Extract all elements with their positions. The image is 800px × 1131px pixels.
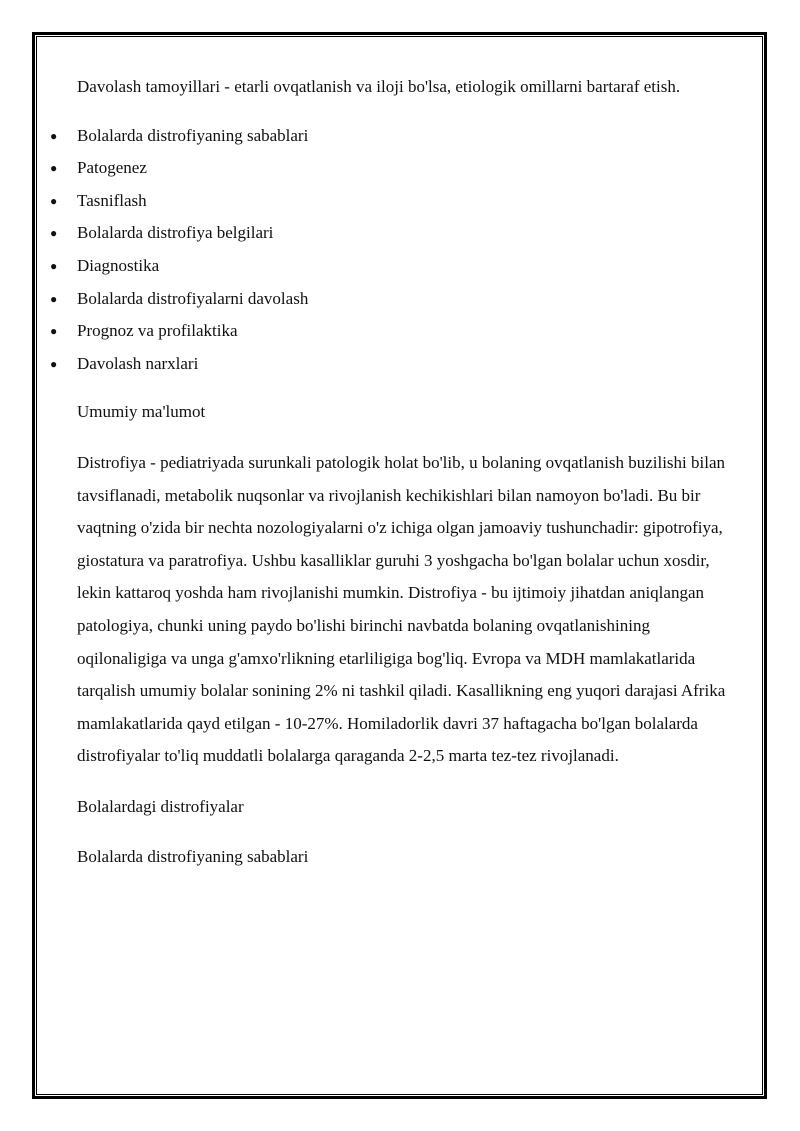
bullet-icon: ●	[50, 193, 58, 208]
toc-item-label: Prognoz va profilaktika	[77, 321, 238, 341]
toc-item[interactable]	[50, 152, 737, 185]
body-paragraph: Distrofiya - pediatriyada surunkali patologik holat bo'lib, u bolaning ovqatlanish buzilishi bilan tavsiflanadi, metabolik nuqsonlar va rivojlanish kechikishlari bilan namoyon bo'ladi. Bu bir vaqtning o'zida bir nechta nozologiyalarni o'z ichiga olgan jamoaviy tushunchadir: gipotrofiya, giostatura va paratrofiya. Ushbu kasalliklar guruhi 3 yoshgacha bo'lgan bolalar uchun xosdir, lekin kattaroq yoshda ham rivojlanishi mumkin. Distrofiya - bu ijtimoiy jihatdan aniqlangan patologiya, chunki uning paydo bo'lishi birinchi navbatda bolaning ovqatlanishining oqilonaligiga va unga g'amxo'rlikning etarliligiga bog'liq. Evropa va MDH mamlakatlarida tarqalish umumiy bolalar sonining 2% ni tashkil qiladi. Kasallikning eng yuqori darajasi Afrika mamlakatlarida qayd etilgan - 10-27%. Homiladorlik davri 37 haftagacha bo'lgan bolalarda distrofiyalar to'liq muddatli bolalarga qaraganda 2-2,5 marta tez-tez rivojlanadi.	[77, 452, 726, 766]
bullet-icon: ●	[50, 226, 58, 241]
toc-item-label: Davolash narxlari	[77, 353, 199, 373]
toc-item-label: Bolalarda distrofiyalarni davolash	[77, 288, 309, 308]
bullet-icon: ●	[50, 356, 58, 371]
toc-item[interactable]	[50, 217, 737, 250]
toc-item[interactable]	[50, 283, 737, 316]
toc-item[interactable]	[50, 250, 737, 283]
toc-item-label: Bolalarda distrofiya belgilari	[77, 223, 274, 243]
bullet-icon: ●	[50, 128, 58, 143]
bullet-icon: ●	[50, 258, 58, 273]
toc-item[interactable]	[50, 348, 737, 381]
toc-item[interactable]	[50, 185, 737, 218]
section-heading-causes: Bolalarda distrofiyaning sabablari	[77, 847, 309, 867]
bullet-icon: ●	[50, 161, 58, 176]
toc-item-label: Tasniflash	[77, 190, 147, 210]
toc-item-label: Patogenez	[77, 158, 147, 178]
toc-item[interactable]	[50, 120, 737, 153]
image-caption: Bolalardagi distrofiyalar	[77, 796, 244, 816]
bullet-icon: ●	[50, 291, 58, 306]
section-heading-general: Umumiy ma'lumot	[77, 402, 206, 422]
document-body	[50, 71, 737, 892]
toc-item[interactable]	[50, 315, 737, 348]
toc-item-label: Bolalarda distrofiyaning sabablari	[77, 125, 309, 145]
toc-item-label: Diagnostika	[77, 255, 160, 275]
bullet-icon: ●	[50, 324, 58, 339]
intro-paragraph: Davolash tamoyillari - etarli ovqatlanish va iloji bo'lsa, etiologik omillarni bartaraf etish.	[77, 77, 681, 96]
table-of-contents	[50, 120, 737, 381]
